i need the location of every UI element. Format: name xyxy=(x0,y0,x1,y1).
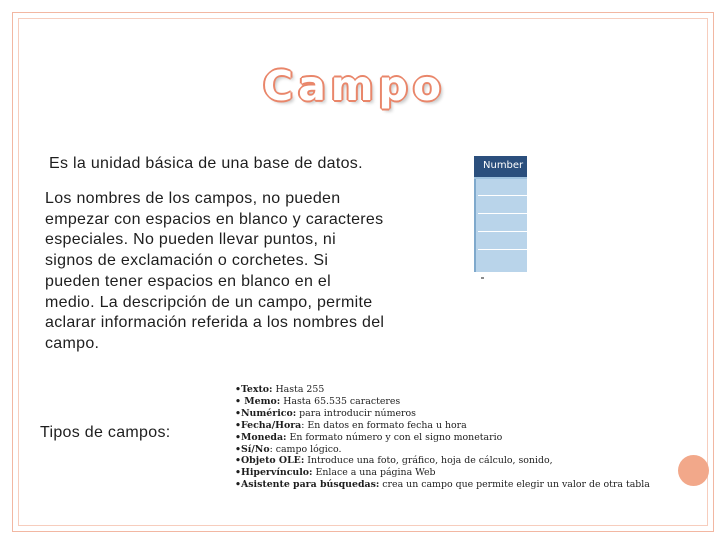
field-type-name: •Hipervínculo: xyxy=(235,467,313,479)
field-type-description: : campo lógico. xyxy=(269,443,342,455)
field-type-description: : En datos en formato fecha u hora xyxy=(301,419,467,431)
field-type-item xyxy=(235,432,650,444)
field-type-item xyxy=(235,467,650,479)
cell-divider xyxy=(478,213,530,214)
field-type-item xyxy=(235,455,650,467)
field-type-description: Hasta 255 xyxy=(272,384,325,395)
field-header-label: Number xyxy=(483,160,524,171)
field-type-name: •Fecha/Hora xyxy=(235,419,302,431)
field-type-description: para introducir números xyxy=(296,407,416,419)
cell-divider xyxy=(478,249,530,250)
field-type-description: Hasta 65.535 caracteres xyxy=(280,395,401,407)
slide-title: Campo xyxy=(263,62,446,110)
field-type-item xyxy=(235,420,650,432)
number-field-image xyxy=(474,156,530,272)
field-type-name: •Texto: xyxy=(235,384,273,395)
field-type-description: crea un campo que permite elegir un valor de otra tabla xyxy=(379,479,650,491)
field-types-label: Tipos de campos: xyxy=(40,424,171,441)
field-types-list xyxy=(235,384,650,491)
image-caption-mark xyxy=(481,277,484,279)
field-type-item xyxy=(235,396,650,408)
field-type-description: Enlace a una página Web xyxy=(312,467,436,479)
field-type-name: • Memo: xyxy=(235,395,281,407)
field-cells xyxy=(474,179,530,272)
field-type-name: •Moneda: xyxy=(235,431,287,443)
field-type-description: Introduce una foto, gráfico, hoja de cálculo, sonido, xyxy=(304,455,553,467)
field-type-description: En formato número y con el signo monetario xyxy=(286,431,503,443)
definition-text: Es la unidad básica de una base de datos. xyxy=(49,155,363,172)
decorative-circle xyxy=(678,455,709,486)
field-type-item xyxy=(235,479,650,491)
cell-divider xyxy=(478,231,530,232)
field-type-name: •Sí/No xyxy=(235,443,270,455)
field-image-edge xyxy=(527,156,530,272)
field-type-item xyxy=(235,384,650,396)
cell-divider xyxy=(478,195,530,196)
field-naming-rules-text: Los nombres de los campos, no pueden empezar con espacios en blanco y caracteres especiales. No pueden llevar puntos, ni signos de exclamación o corchetes. Si pueden tener espacios en blanco en el medio. La descripción de un campo, permite aclarar información referida a los nombres del campo. xyxy=(45,190,385,352)
field-header xyxy=(474,156,530,179)
field-type-name: •Objeto OLE: xyxy=(235,455,305,467)
field-type-name: •Numérico: xyxy=(235,407,297,419)
field-type-name: •Asistente para búsquedas: xyxy=(235,479,380,491)
field-type-item xyxy=(235,444,650,456)
field-type-item xyxy=(235,408,650,420)
